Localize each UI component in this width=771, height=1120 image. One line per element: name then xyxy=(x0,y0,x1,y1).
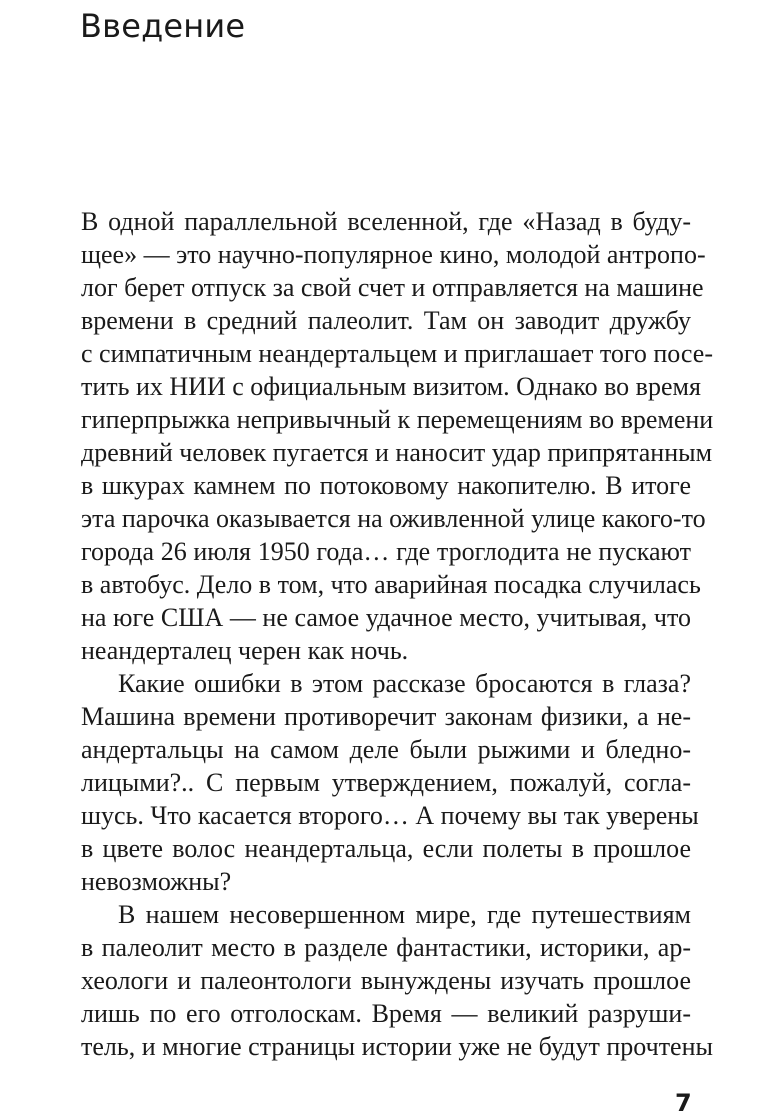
body-text xyxy=(81,205,714,1063)
text-line: времени в средний палеолит. Там он заводит дружбу xyxy=(81,306,691,335)
text-line: шусь. Что касается второго… А почему вы так уверены xyxy=(81,801,699,830)
text-line: эта парочка оказывается на оживленной улице какого-то xyxy=(81,504,706,533)
paragraph xyxy=(81,667,699,898)
text-line: Какие ошибки в этом рассказе бросаются в глаза? xyxy=(118,669,691,698)
text-line: древний человек пугается и наносит удар припрятанным xyxy=(81,438,713,467)
text-line: с симпатичным неандертальцем и приглашает того посе- xyxy=(81,339,713,368)
text-line: андертальцы на самом деле были рыжими и бледно- xyxy=(81,735,691,764)
text-line: лицыми?.. С первым утверждением, пожалуй, согла- xyxy=(81,768,691,797)
text-line: В одной параллельной вселенной, где «Назад в буду- xyxy=(81,207,691,236)
paragraph xyxy=(81,898,713,1063)
text-line: на юге США — не самое удачное место, учитывая, что xyxy=(81,603,691,632)
text-line: Машина времени противоречит законам физики, а не- xyxy=(81,702,691,731)
text-line: в цвете волос неандертальца, если полеты в прошлое xyxy=(81,834,691,863)
text-line: в палеолит место в разделе фантастики, историки, ар- xyxy=(81,933,691,962)
text-line: невозможны? xyxy=(81,867,232,896)
text-line: города 26 июля 1950 года… где троглодита не пускают xyxy=(81,537,691,566)
text-line: щее» — это научно-популярное кино, молодой антропо- xyxy=(81,240,706,269)
text-line: гиперпрыжка непривычный к перемещениям во времени xyxy=(81,405,714,434)
text-line: в автобус. Дело в том, что аварийная посадка случилась xyxy=(81,570,701,599)
text-line: в шкурах камнем по потоковому накопителю. В итоге xyxy=(81,471,691,500)
text-line: тить их НИИ с официальным визитом. Однако во время xyxy=(81,372,701,401)
text-line: лог берет отпуск за свой счет и отправляется на машине xyxy=(81,273,704,302)
page-number: 7 xyxy=(675,1089,692,1117)
text-line: тель, и многие страницы истории уже не будут прочтены xyxy=(81,1032,713,1061)
text-line: В нашем несовершенном мире, где путешествиям xyxy=(118,900,691,929)
paragraph xyxy=(81,205,714,667)
text-line: неандерталец черен как ночь. xyxy=(81,636,409,665)
chapter-title: Введение xyxy=(80,7,246,45)
text-line: хеологи и палеонтологи вынуждены изучать прошлое xyxy=(81,966,691,995)
text-line: лишь по его отголоскам. Время — великий разруши- xyxy=(81,999,691,1028)
